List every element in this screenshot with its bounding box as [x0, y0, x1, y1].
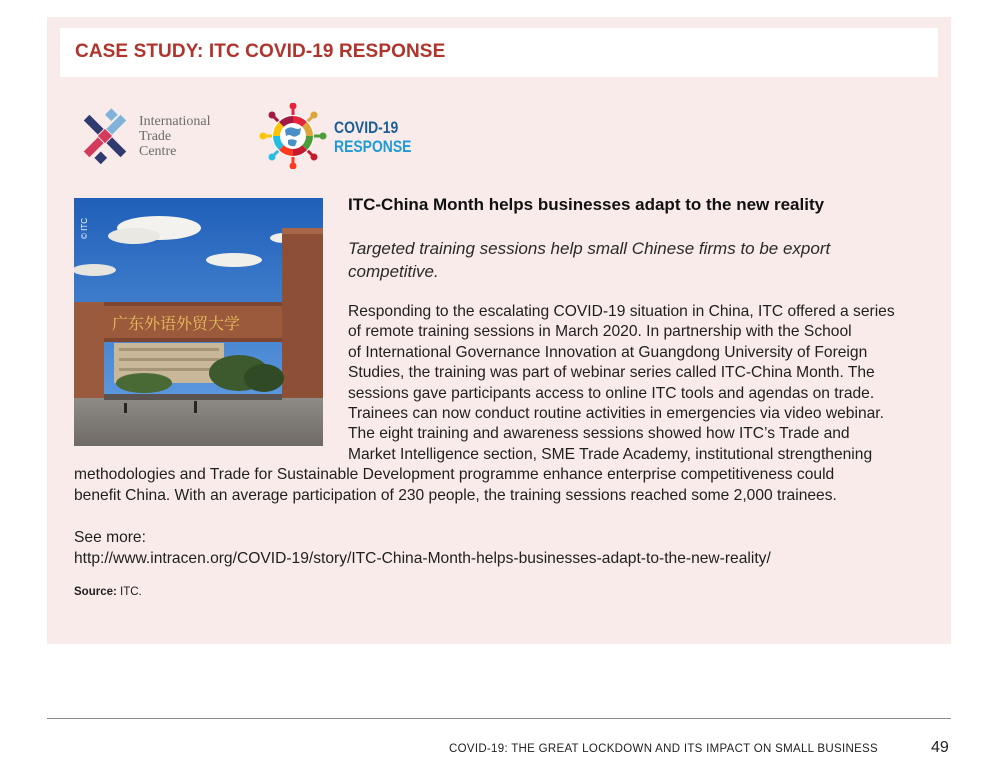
- covid-response-logo: [259, 103, 419, 169]
- source-label: Source:: [74, 586, 117, 598]
- see-more-link[interactable]: http://www.intracen.org/COVID-19/story/ITC-China-Month-helps-businesses-adapt-to-the-new-reality/: [74, 550, 771, 567]
- case-study-title-bar: [60, 28, 938, 77]
- body-line: sessions gave participants access to online ITC tools and agendas on trade.: [348, 384, 875, 402]
- itc-logo: [77, 105, 227, 167]
- source-note: [74, 586, 142, 598]
- page-number: 49: [931, 739, 949, 756]
- gate-sign-text: 广东外语外贸大学: [112, 314, 241, 333]
- body-line: The eight training and awareness sessions showed how ITC’s Trade and: [348, 425, 850, 443]
- body-line: Market Intelligence section, SME Trade Academy, institutional strengthening: [348, 445, 873, 463]
- story-subheadline: Targeted training sessions help small Chinese firms to be export competitive.: [348, 239, 831, 281]
- see-more-label: See more:: [74, 529, 146, 546]
- body-line: Responding to the escalating COVID-19 situation in China, ITC offered a series: [348, 303, 895, 320]
- body-line: benefit China. With an average participation of 230 people, the training sessions reached some 2,000 trainees.: [74, 486, 837, 504]
- footer-divider: [47, 718, 951, 719]
- photo-credit: © ITC: [80, 217, 89, 239]
- body-line: of International Governance Innovation at Guangdong University of Foreign: [348, 343, 868, 361]
- body-line: Studies, the training was part of webinar series called ITC-China Month. The: [348, 364, 875, 382]
- covid-virus-globe-icon: [259, 103, 327, 169]
- running-footer-title: COVID-19: THE GREAT LOCKDOWN AND ITS IMPACT ON SMALL BUSINESS: [449, 743, 878, 755]
- story-headline: ITC-China Month helps businesses adapt to the new reality: [348, 195, 825, 214]
- body-line: methodologies and Trade for Sustainable Development programme enhance enterprise competitiveness could: [74, 466, 835, 484]
- story-body: [74, 302, 934, 506]
- covid-logo-text: COVID-19 RESPONSE: [334, 118, 412, 156]
- body-line: Trainees can now conduct routine activities in emergencies via video webinar.: [348, 405, 884, 423]
- itc-logo-text: International Trade Centre: [139, 114, 211, 159]
- source-value: ITC.: [120, 586, 142, 598]
- itc-logo-mark-icon: [77, 105, 133, 167]
- case-study-title: CASE STUDY: ITC COVID-19 RESPONSE: [75, 41, 446, 62]
- case-study-box: [47, 17, 951, 644]
- body-line: of remote training sessions in March 2020. In partnership with the School: [348, 323, 852, 341]
- see-more-block: [74, 527, 771, 569]
